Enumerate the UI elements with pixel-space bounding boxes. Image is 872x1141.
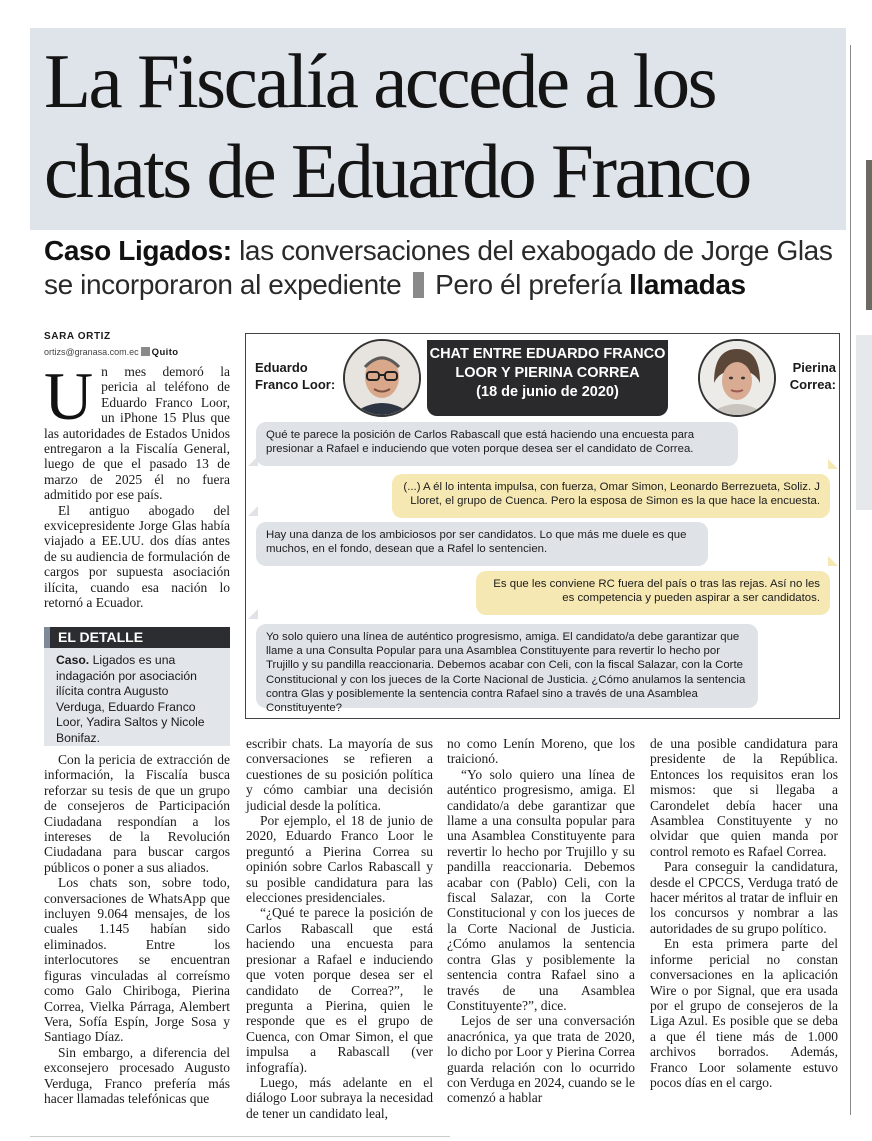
title-line-1: CHAT ENTRE EDUARDO FRANCO [429,346,666,362]
paragraph-10: no como Lenín Moreno, que los traicionó. [447,736,635,767]
subhead-text-2: Pero él prefería [427,269,630,300]
bubble-tail-left [248,506,258,516]
column-1-bottom [44,752,230,1106]
title-line-3: (18 de junio de 2020) [476,384,619,400]
paragraph-7: Por ejemplo, el 18 de junio de 2020, Eduardo Franco Loor le preguntó a Pierina Correa su opinión sobre Carlos Rabascall y su posible candidatura para las elecciones presidenciales. [246,813,433,906]
paragraph-12: Lejos de ser una conversación anacrónica, ya que trata de 2020, lo dicho por Loor y Pierina Correa guarda relación con lo ocurrido con Verduga en 2024, cuando se le comenzó a hablar [447,1013,635,1106]
paragraph-13: de una posible candidatura para presidente de la República. Entonces los requisitos eran los mismos: que si llegaba a Carondelet debía hacer una Asamblea Constituyente y no olvidar que quien manda por control remoto es Rafael Correa. [650,736,838,859]
pierina-portrait-drawing [700,341,774,415]
paragraph-14: Para conseguir la candidatura, desde el CPCCS, Verduga trató de hacer méritos al tratar de influir en los concursos y nombrar a las autoridades de su grupo político. [650,859,838,936]
title-line-2: LOOR Y PIERINA CORREA [455,365,640,381]
right-name-line-2: Correa: [789,377,836,392]
byline-email: ortizs@granasa.com.ec [44,347,139,357]
byline-square [141,347,150,356]
detail-body [44,648,230,747]
column-4 [650,736,838,1090]
detail-lead: Caso. [56,653,90,667]
right-column-rule [850,45,851,1115]
headline: La Fiscalía accede a los chats de Eduardo Franco [44,38,750,214]
chat-bubble-franco-1: Qué te parece la posición de Carlos Rabascall que está haciendo una encuesta para presionar a Rafael e induciendo que voten porque desea ser el candidato de Correa. [256,422,738,466]
paragraph-5: Sin embargo, a diferencia del exconsejero procesado Augusto Verduga, Franco prefería más hacer llamadas telefónicas que [44,1044,230,1106]
byline-city: Quito [151,347,179,358]
adjacent-photo-edge [866,160,872,310]
subhead-lead: Caso Ligados: [44,235,232,266]
subhead-text-1: las conversaciones del exabogado de Jorge Glas se incorporaron al expediente [44,235,833,300]
byline [44,331,244,360]
paragraph-9: Luego, más adelante en el diálogo Loor subraya la necesidad de tener un candidato leal, [246,1074,433,1121]
eduardo-portrait [343,339,421,417]
paragraph-4: Los chats son, sobre todo, conversaciones de WhatsApp que incluyen 9.064 mensajes, de los cuales 1.145 habían sido eliminados. Entre los interlocutores se encuentran figuras vinculadas al correísmo como Galo Chiriboga, Pierina Correa, Vielka Párraga, Alembert Vera, Sofía Espín, Jorge Sosa y Santiago Díaz. [44,875,230,1045]
column-2 [246,736,433,1121]
chat-infographic [245,333,840,719]
subheadline [44,234,844,302]
right-name-line-1: Pierina [792,360,836,375]
pierina-portrait [698,339,776,417]
eduardo-portrait-drawing [345,341,419,415]
bottom-rule [30,1136,450,1137]
detail-box [44,627,230,746]
chat-bubble-franco-3: Yo solo quiero una línea de auténtico progresismo, amiga. El candidato/a debe garantizar que llame a una Consulta Popular para una Asamblea Constituyente para revertir lo hecho por Trujillo y su pandilla reaccionaria. Debemos acabar con Celi, con la fiscal Salazar, con la Corte Constitucional y con los jueces de la Corte Nacional de Justicia. ¿Cómo anulamos la sentencia contra Glas y posiblemente la sentencia contra Rafael sino a través de una Asamblea Constituyente? [256,624,758,708]
right-speaker-name [774,359,836,393]
byline-author: SARA ORTIZ [44,331,111,342]
subhead-bold-end: llamadas [629,269,746,300]
adjacent-article-edge [856,335,872,510]
left-name-line-2: Franco Loor: [255,377,336,392]
paragraph-8: “¿Qué te parece la posición de Carlos Rabascall que está haciendo una encuesta para presionar a Rafael e induciendo que voten porque desea ser el candidato de Correa?”, le pregunta a Pierina, quien le responde que es el grupo de Cuenca, con Omar Simon, el que impulsa a Rabascall (ver infografía). [246,905,433,1075]
paragraph-15: En esta primera parte del informe pericial no constan conversaciones en la aplicación Wire o por Signal, que era usada por el grupo de consejeros de la Liga Azul. Es posible que se deba a que él tiene más de 1.000 archivos borrados. Además, Franco Loor solamente estuvo pocos días en el cargo. [650,936,838,1090]
column-1-top [44,358,230,611]
bubble-tail-left [248,609,258,619]
detail-title: EL DETALLE [44,627,230,648]
bubble-tail-right [828,459,838,469]
paragraph-3: Con la pericia de extracción de información, la Fiscalía busca reforzar su tesis de que un grupo de consejeros de Participación Ciudadana respondían a los intereses de la Revolución Ciudadana para buscar cargos públicos o poner a sus aliados. [44,752,230,875]
chat-bubble-correa-1: (...) A él lo intenta impulsa, con fuerza, Omar Simon, Leonardo Berrezueta, Soliz. J Lloret, el grupo de Cuenca. Pero la esposa de Simon es la que hace la encuesta. [392,474,830,518]
detail-text: Ligados es una indagación por asociación ilícita contra Augusto Verduga, Eduardo Franco Loor, Yadira Saltos y Nicole Bonifaz. [56,653,205,745]
chat-bubble-correa-2: Es que les conviene RC fuera del país o tras las rejas. Así no les es competencia y pueden aspirar a ser candidatos. [476,571,830,615]
drop-cap: U [44,358,94,434]
infographic-title [427,340,668,416]
paragraph-2: El antiguo abogado del exvicepresidente Jorge Glas había viajado a EE.UU. dos días antes de su audiencia de formulación de cargos por supuesta asociación ilícita, cuando esa nación lo retornó a Ecuador. [44,502,230,611]
paragraph-1: n mes demoró la pericia al teléfono de Eduardo Franco Loor, un iPhone 15 Plus que las autoridades de Estados Unidos entregaron a la Fiscalía General, luego de que el pasado 13 de marzo de 2025 él no fuera admitido por ese país. [44,364,230,503]
bubble-tail-right [828,556,838,566]
paragraph-11: “Yo solo quiero una línea de auténtico progresismo, amiga. El candidato/a debe garantizar que llame a una consulta popular para una Asamblea Constituyente para revertir lo hecho por Trujillo y su pandilla reaccionaria. Debemos acabar con (Pablo) Celi, con la fiscal Salazar, con la Corte Constitucional y con los jueces de la Corte Nacional de Justicia. ¿Cómo anulamos la sentencia contra Glas y posiblemente la sentencia contra Rafael sino a través de una Asamblea Constituyente?”, dice. [447,766,635,1013]
column-3 [447,736,635,1106]
separator-bar [413,272,424,298]
chat-bubble-franco-2: Hay una danza de los ambiciosos por ser candidatos. Lo que más me duele es que muchos, en el fondo, desean que a Rafel lo sentencien. [256,522,708,566]
left-speaker-name [255,359,341,393]
left-name-line-1: Eduardo [255,360,308,375]
paragraph-6: escribir chats. La mayoría de sus conversaciones se refieren a cuestiones de su posición política y cómo cambiar una decisión judicial desde la política. [246,736,433,813]
